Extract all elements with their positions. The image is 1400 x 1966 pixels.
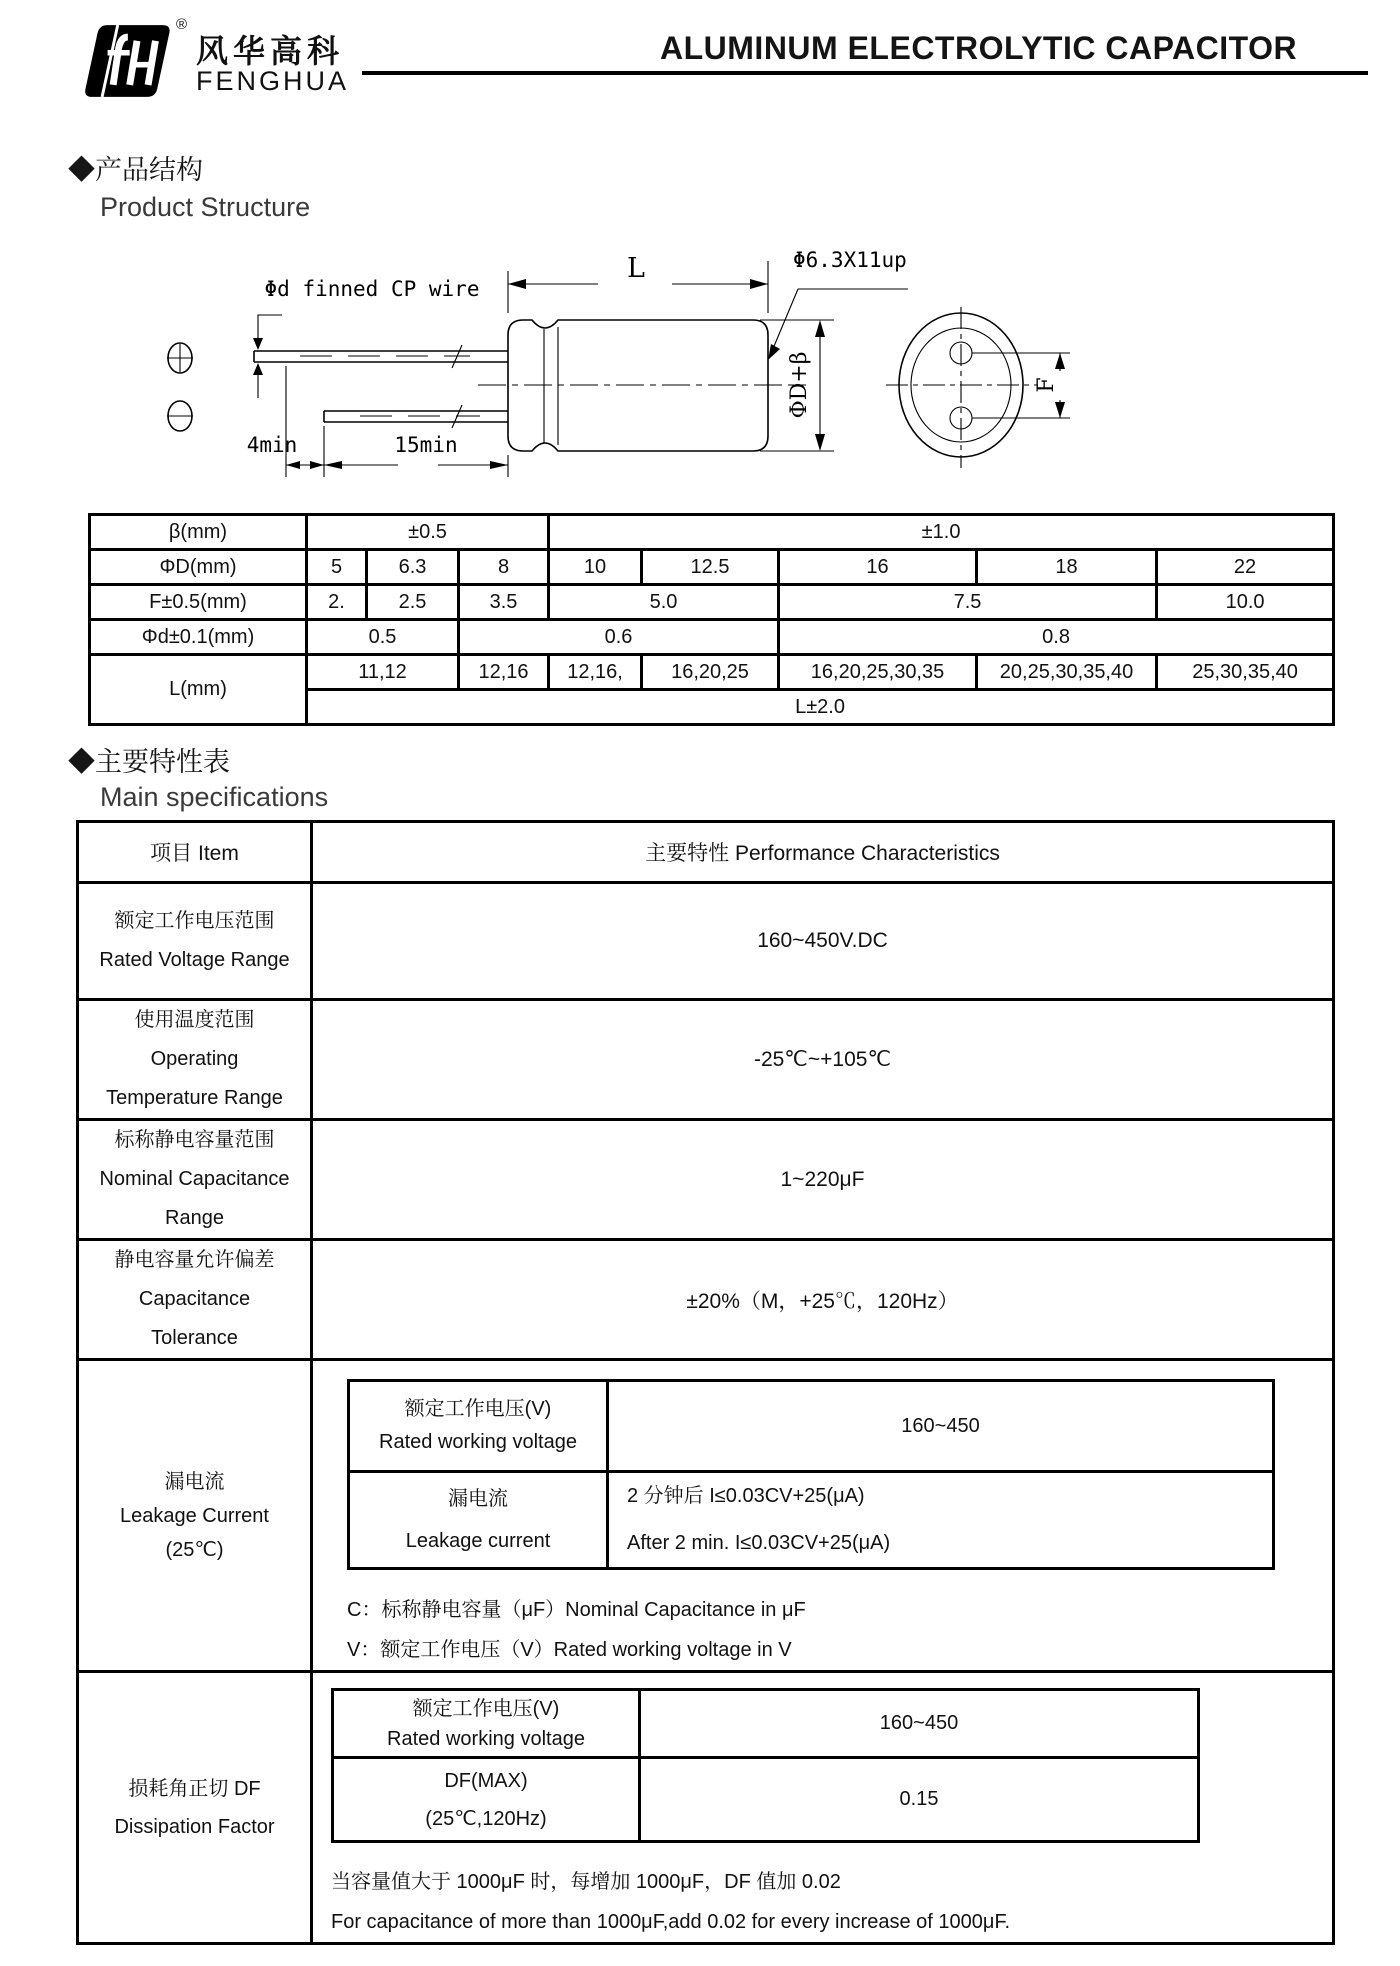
- main-specifications-table: [76, 820, 1335, 1945]
- cell: 2.: [307, 585, 367, 620]
- label-line: Temperature Range: [106, 1087, 283, 1109]
- cell: 12,16: [459, 655, 549, 690]
- main-specs-heading-zh: ◆主要特性表: [68, 747, 230, 777]
- label-line: Rated Voltage Range: [99, 949, 290, 971]
- row-label: [78, 1360, 312, 1672]
- voltage-range-value: 160~450: [640, 1690, 1199, 1758]
- label-line: 静电容量允许偏差: [114, 1249, 275, 1271]
- label-line: 漏电流: [448, 1488, 508, 1510]
- inner-label: [333, 1690, 640, 1758]
- label-line: 损耗角正切 DF: [128, 1777, 261, 1800]
- df-notes: [331, 1862, 1332, 1942]
- cell: 16,20,25,30,35: [779, 655, 977, 690]
- label-line: Range: [165, 1207, 224, 1229]
- beta-tolerance-large: ±1.0: [549, 515, 1334, 550]
- label-line: 额定工作电压(V): [412, 1697, 560, 1720]
- table-row: [90, 515, 1334, 550]
- note-line: C：标称静电容量（μF）Nominal Capacitance in μF: [347, 1599, 806, 1621]
- label-line: Rated working voltage: [387, 1727, 585, 1750]
- row-label: L(mm): [90, 655, 307, 725]
- row-label: [78, 1672, 312, 1944]
- dimensions-table: [88, 513, 1335, 726]
- cell: 2.5: [367, 585, 459, 620]
- diameter-label: ΦD+β: [787, 351, 812, 419]
- label-line: Leakage current: [405, 1530, 551, 1552]
- label-line: 使用温度范围: [134, 1009, 255, 1031]
- label-line: Rated working voltage: [379, 1431, 577, 1453]
- cell: 20,25,30,35,40: [977, 655, 1157, 690]
- cell: 25,30,35,40: [1157, 655, 1334, 690]
- item-header: 项目 Item: [78, 822, 312, 883]
- table-row: [78, 1672, 1334, 1944]
- product-structure-heading-zh: ◆产品结构: [68, 155, 203, 185]
- label-line: DF(MAX): [444, 1769, 528, 1792]
- cell: 16,20,25: [642, 655, 779, 690]
- label-line: 标称静电容量范围: [114, 1129, 275, 1151]
- cell: 6.3: [367, 550, 459, 585]
- label-line: 额定工作电压(V): [404, 1398, 552, 1420]
- label-line: Operating: [150, 1048, 239, 1070]
- capacitor-structure-diagram: [0, 185, 1400, 515]
- table-row: [90, 655, 1334, 690]
- table-row: [78, 1360, 1334, 1672]
- lead-spacing-dimension: [1034, 353, 1065, 418]
- inner-label: [349, 1381, 608, 1472]
- rated-voltage-value: 160~450V.DC: [312, 883, 1334, 1000]
- cell: 12,16,: [549, 655, 642, 690]
- label-line: Tolerance: [151, 1327, 238, 1349]
- table-row: [90, 585, 1334, 620]
- polarity-minus-icon: [167, 401, 193, 431]
- note-line: V：额定工作电压（V）Rated working voltage in V: [347, 1639, 792, 1661]
- cell: 18: [977, 550, 1157, 585]
- table-row: [78, 822, 1334, 883]
- polarity-plus-icon: [167, 343, 193, 373]
- voltage-range-value: 160~450: [608, 1381, 1274, 1472]
- leakage-formula: [608, 1472, 1274, 1569]
- case-size-label: Φ6.3X11up: [793, 248, 907, 272]
- length-tolerance-cell: L±2.0: [307, 690, 1334, 725]
- row-label: [78, 1120, 312, 1240]
- page-title: ALUMINUM ELECTROLYTIC CAPACITOR: [660, 30, 1298, 66]
- header-rule: [362, 71, 1368, 75]
- logo-text-en: FENGHUA: [196, 66, 350, 96]
- cell: 5.0: [549, 585, 779, 620]
- cell: 11,12: [307, 655, 459, 690]
- lead-wire-label: Φd finned CP wire: [264, 277, 480, 301]
- table-row: [78, 1240, 1334, 1360]
- formula-line-zh: 2 分钟后 I≤0.03CV+25(μA): [627, 1485, 865, 1507]
- capacitor-body: [478, 320, 806, 451]
- cathode-lead: [324, 405, 508, 428]
- length-label: L: [627, 253, 645, 284]
- row-label: [78, 1000, 312, 1120]
- main-specs-heading-en: Main specifications: [100, 782, 329, 812]
- label-line: Capacitance: [138, 1288, 251, 1310]
- row-label: [78, 883, 312, 1000]
- formula-line-en: After 2 min. I≤0.03CV+25(μA): [627, 1532, 891, 1554]
- table-row: [349, 1472, 1274, 1569]
- table-row: [78, 883, 1334, 1000]
- cell: 10.0: [1157, 585, 1334, 620]
- fenghua-logo-icon: [80, 22, 172, 100]
- label-line: Leakage Current: [120, 1504, 269, 1527]
- note-line: For capacitance of more than 1000μF,add 0.02 for every increase of 1000μF.: [331, 1911, 1010, 1933]
- table-row: [349, 1381, 1274, 1472]
- row-label: [78, 1240, 312, 1360]
- table-row: [333, 1758, 1199, 1842]
- leakage-inner-table: [347, 1379, 1275, 1570]
- capacitance-range-value: 1~220μF: [312, 1120, 1334, 1240]
- df-inner-table: [331, 1688, 1200, 1843]
- registered-mark: ®: [176, 16, 188, 33]
- table-row: [90, 620, 1334, 655]
- case-size-callout: [768, 248, 908, 360]
- note-line: 当容量值大于 1000μF 时，每增加 1000μF，DF 值加 0.02: [331, 1871, 841, 1893]
- row-label: ΦD(mm): [90, 550, 307, 585]
- cell: 3.5: [459, 585, 549, 620]
- cell: 8: [459, 550, 549, 585]
- row-label: β(mm): [90, 515, 307, 550]
- cell: 16: [779, 550, 977, 585]
- inner-label: [333, 1758, 640, 1842]
- leakage-notes: [347, 1590, 1332, 1670]
- anode-lead: [254, 345, 508, 368]
- cell: 7.5: [779, 585, 1157, 620]
- cell: 5: [307, 550, 367, 585]
- table-row: [333, 1690, 1199, 1758]
- label-line: (25℃,120Hz): [425, 1807, 547, 1830]
- cell: 0.8: [779, 620, 1334, 655]
- cell: 10: [549, 550, 642, 585]
- cell: 0.5: [307, 620, 459, 655]
- label-line: Nominal Capacitance: [99, 1168, 290, 1190]
- lead-diameter-dimension: [253, 315, 282, 398]
- dissipation-factor-cell: [312, 1672, 1334, 1944]
- df-max-value: 0.15: [640, 1758, 1199, 1842]
- length-dimension: [508, 253, 768, 313]
- beta-tolerance-small: ±0.5: [307, 515, 549, 550]
- cell: 22: [1157, 550, 1334, 585]
- label-line: 额定工作电压范围: [114, 910, 275, 932]
- label-line: Dissipation Factor: [114, 1815, 275, 1838]
- inner-label: [349, 1472, 608, 1569]
- lead-spacing-label: F: [1034, 377, 1059, 393]
- cell: 0.6: [459, 620, 779, 655]
- min15-label: 15min: [394, 433, 458, 457]
- product-structure-heading-en: Product Structure: [100, 192, 311, 222]
- cell: 12.5: [642, 550, 779, 585]
- tolerance-value: ±20%（M，+25℃，120Hz）: [312, 1240, 1334, 1360]
- leakage-current-cell: [312, 1360, 1334, 1672]
- label-line: (25℃): [165, 1538, 224, 1561]
- table-row: [78, 1000, 1334, 1120]
- logo-text-zh: 风华高科: [196, 33, 345, 69]
- temperature-range-value: -25℃~+105℃: [312, 1000, 1334, 1120]
- min4-label: 4min: [246, 433, 298, 457]
- table-row: [78, 1120, 1334, 1240]
- performance-header: 主要特性 Performance Characteristics: [312, 822, 1334, 883]
- table-row: [90, 550, 1334, 585]
- label-line: 漏电流: [164, 1470, 225, 1493]
- row-label: F±0.5(mm): [90, 585, 307, 620]
- row-label: Φd±0.1(mm): [90, 620, 307, 655]
